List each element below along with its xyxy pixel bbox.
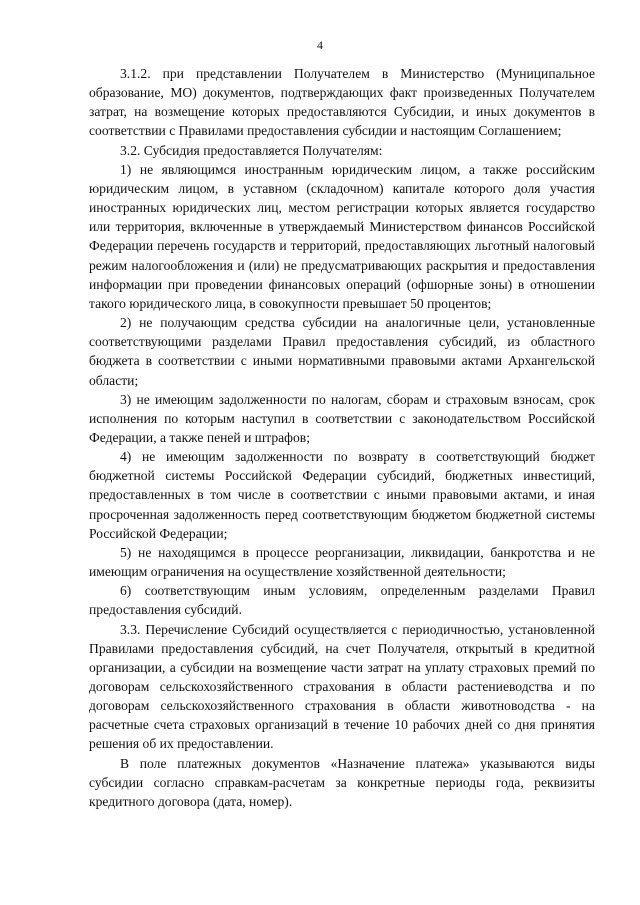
list-item-4: 4) не имеющим задолженности по возврату в соответствующий бюджет бюджетной системы Российской Федерации субсидий, бюджетных инвестиций, предоставленных в том числе в соответствии с иными правовыми актами, и иная просроченная задолженность перед соответствующим бюджетом бюджетной системы Российской Федерации; — [89, 449, 595, 541]
list-item-6: 6) соответствующим иным условиям, определенным разделами Правил предоставления субсидий. — [89, 583, 595, 618]
page-number: 4 — [317, 38, 323, 52]
list-item-2: 2) не получающим средства субсидии на аналогичные цели, установленные соответствующими разделами Правил предоставления субсидий, из областного бюджета в соответствии с иными нормативными правовыми актами Архангельской области; — [89, 315, 595, 388]
paragraph-3-2: 3.2. Субсидия предоставляется Получателям: — [120, 142, 383, 158]
list-item-5: 5) не находящимся в процессе реорганизации, ликвидации, банкротства и не имеющим ограничения на осуществление хозяйственной деятельности; — [89, 544, 595, 580]
document-body — [89, 64, 595, 811]
paragraph-3-1-2: 3.1.2. при представлении Получателем в Министерство (Муниципальное образование, МО) документов, подтверждающих факт произведенных Получателем затрат, на возмещение которых предоставляются Субсидии, и иных документов в соответствии с Правилами предоставления субсидии и настоящим Соглашением; — [89, 66, 595, 139]
paragraph-3-3: 3.3. Перечисление Субсидий осуществляется с периодичностью, установленной Правилами предоставления субсидий, на счет Получателя, открытый в кредитной организации, а субсидии на возмещение части затрат на уплату страховых премий по договорам сельскохозяйственного страхования в области растениеводства и по договорам сельскохозяйственного страхования в области животноводства - на расчетные счета страховых организаций в течение 10 рабочих дней со дня принятия решения об их предоставлении. — [89, 621, 595, 752]
list-item-3: 3) не имеющим задолженности по налогам, сборам и страховым взносам, срок исполнения по которым наступил в соответствии с законодательством Российской Федерации, а также пеней и штрафов; — [89, 391, 595, 445]
paragraph-payment-purpose: В поле платежных документов «Назначение платежа» указываются виды субсидии согласно справкам-расчетам за конкретные периоды года, реквизиты кредитного договора (дата, номер). — [89, 755, 595, 809]
list-item-1: 1) не являющимся иностранным юридическим лицом, а также российским юридическим лицом, в уставном (складочном) капитале которого доля участия иностранных юридических лиц, местом регистрации которых является государство или территория, включенные в утверждаемый Министерством финансов Российской Федерации перечень государств и территорий, предоставляющих льготный налоговый режим налогообложения и (или) не предусматривающих раскрытия и предоставления информации при проведении финансовых операций (офшорные зоны) в отношении такого юридического лица, в совокупности превышает 50 процентов; — [89, 161, 595, 311]
